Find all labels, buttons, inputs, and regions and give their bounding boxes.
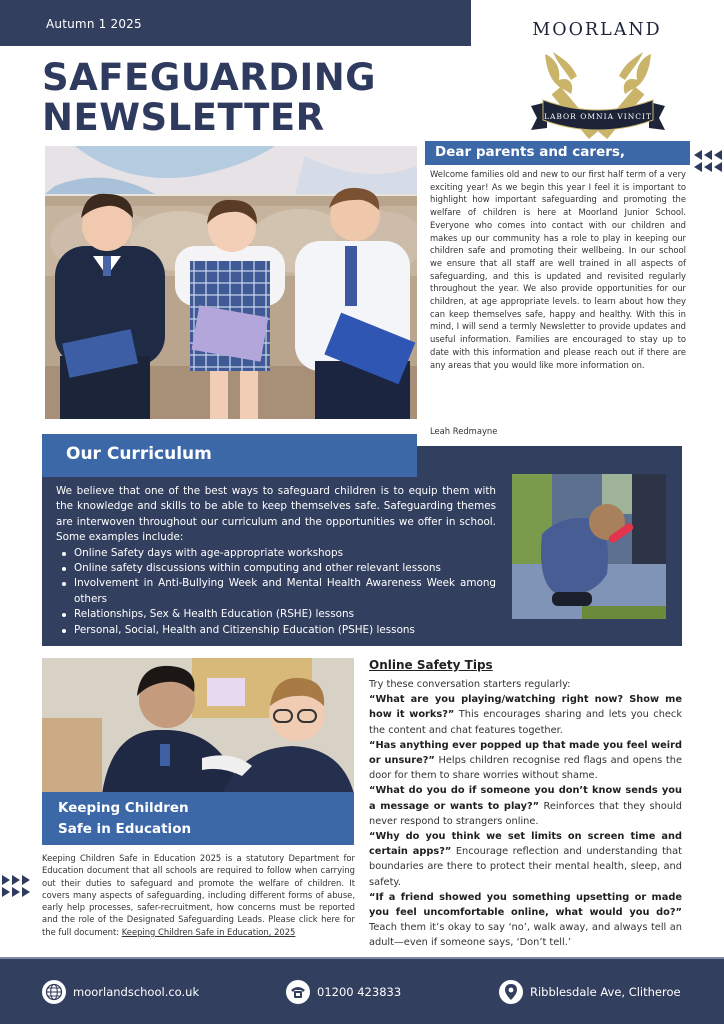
title-line-2: NEWSLETTER — [42, 96, 325, 139]
curriculum-heading-bar — [42, 434, 417, 477]
curriculum-intro: We believe that one of the best ways to safeguard children is to equip them with the knowledge and skills to be able to keep themselves safe. Safeguarding themes are interwoven throughout our curriculum and the opportunities we offer in school. Some examples include: — [56, 485, 496, 544]
tip-text: Teach them it’s okay to say ‘no’, walk away, and always tell an adult—even if someone says, ‘Don’t tell.’ — [369, 922, 682, 949]
curriculum-content — [56, 484, 496, 638]
tip-question: “Has anything ever popped up that made you feel weird or unsure?” — [369, 739, 682, 767]
map-pin-icon — [499, 980, 523, 1004]
online-safety-title: Online Safety Tips — [369, 658, 493, 672]
online-safety-tips — [369, 677, 682, 951]
logo-wordmark: MOORLAND — [532, 20, 662, 40]
curriculum-item: Online safety discussions within computing and other relevant lessons — [74, 561, 496, 576]
footer-address[interactable] — [499, 980, 681, 1004]
svg-text:LABOR OMNIA VINCIT: LABOR OMNIA VINCIT — [543, 112, 653, 121]
tip-text: This encourages sharing and lets you check the content and chat features together. — [369, 709, 682, 736]
tip-item — [369, 829, 682, 890]
footer-phone[interactable] — [286, 980, 401, 1004]
tip-item — [369, 692, 682, 738]
decorative-arrows-right-icon — [2, 875, 34, 899]
tip-question: “What do you do if someone you don’t know sends you a message or wants to play?” — [369, 785, 682, 812]
kcsie-body-text: Keeping Children Safe in Education 2025 is a statutory Department for Education document that all schools are required to follow when carrying out their duties to safeguard and promote the welfare of children. It covers many aspects of safeguarding, including different forms of abuse, early help processes, safer-recruitment, how concerns must be reported and the role of the Designated Safeguarding Leads. Please click here for the full document: — [42, 853, 355, 937]
kcsie-photo — [42, 658, 354, 794]
tip-question: “If a friend showed you something upsetting or made you feel uncomfortable online, what would you do?” — [369, 891, 682, 919]
letter-signature: Leah Redmayne — [430, 426, 498, 436]
footer-website[interactable] — [42, 980, 199, 1004]
title-line-1: SAFEGUARDING — [42, 56, 377, 99]
page-title — [42, 58, 376, 138]
tip-text: Helps children recognise red flags and opens the door for them to share worries without shame. — [369, 755, 683, 782]
kcsie-document-link[interactable]: Keeping Children Safe in Education, 2025 — [121, 926, 296, 937]
letter-heading: Dear parents and carers, — [435, 144, 626, 160]
decorative-arrows-left-icon — [694, 150, 724, 174]
tip-item — [369, 738, 682, 784]
tip-text: Reinforces that they should never respond to strangers online. — [369, 800, 682, 827]
tip-item — [369, 890, 682, 951]
telephone-icon — [286, 980, 310, 1004]
school-logo — [517, 20, 677, 130]
tip-question: “What are you playing/watching right now? Show me how it works?” — [369, 694, 682, 721]
curriculum-heading: Our Curriculum — [66, 444, 212, 464]
curriculum-photo — [512, 474, 666, 619]
kcsie-heading-line-1: Keeping Children — [58, 800, 189, 816]
curriculum-item: Online Safety days with age-appropriate workshops — [74, 546, 496, 561]
kcsie-heading-line-2: Safe in Education — [58, 821, 192, 837]
curriculum-item: Involvement in Anti-Bullying Week and Mental Health Awareness Week among others — [74, 576, 496, 607]
website-text: moorlandschool.co.uk — [73, 985, 200, 999]
curriculum-item: Personal, Social, Health and Citizenship Education (PSHE) lessons — [74, 623, 496, 638]
address-text: Ribblesdale Ave, Clitheroe — [530, 985, 681, 999]
crossed-torches-crest-icon — [525, 46, 671, 140]
curriculum-item: Relationships, Sex & Health Education (RSHE) lessons — [74, 607, 496, 622]
tip-question: “Why do you think we set limits on screen time and certain apps?” — [369, 831, 682, 858]
letter-body: Welcome families old and new to our first half term of a very exciting year! As we begin this year I feel it is important to highlight how important safeguarding and promoting the welfare of children is here at Moorland Junior School. Everyone who comes into contact with our children and makes up our community has a role to play in keeping our children safe and promoting their wellbeing. In our school we ensure that all staff are well trained in all aspects of safeguarding, and this is updated and revisited regularly throughout the year. We also provide opportunities for our children, at age appropriate levels. to learn about how they can keep themselves safe, happy and healthy. With this in mind, I will send a termly Newsletter to provide updates and useful information. Families are encouraged to stay up to date with this information and please reach out if there are any areas that you would like more information on. — [430, 169, 686, 370]
issue-banner — [0, 0, 471, 46]
tip-text: Encourage reflection and understanding that boundaries are there to protect their mental health, sleep, and safety. — [369, 846, 682, 888]
letter-heading-bar — [425, 141, 690, 165]
kcsie-body — [42, 852, 355, 938]
hero-photo — [45, 146, 417, 419]
online-safety-intro: Try these conversation starters regularly: — [369, 679, 571, 690]
issue-label: Autumn 1 2025 — [46, 17, 142, 31]
kcsie-heading-bar — [42, 792, 354, 845]
footer — [0, 957, 724, 1024]
tip-item — [369, 783, 682, 829]
phone-text: 01200 423833 — [317, 985, 402, 999]
globe-icon — [42, 980, 66, 1004]
curriculum-list — [74, 546, 496, 638]
